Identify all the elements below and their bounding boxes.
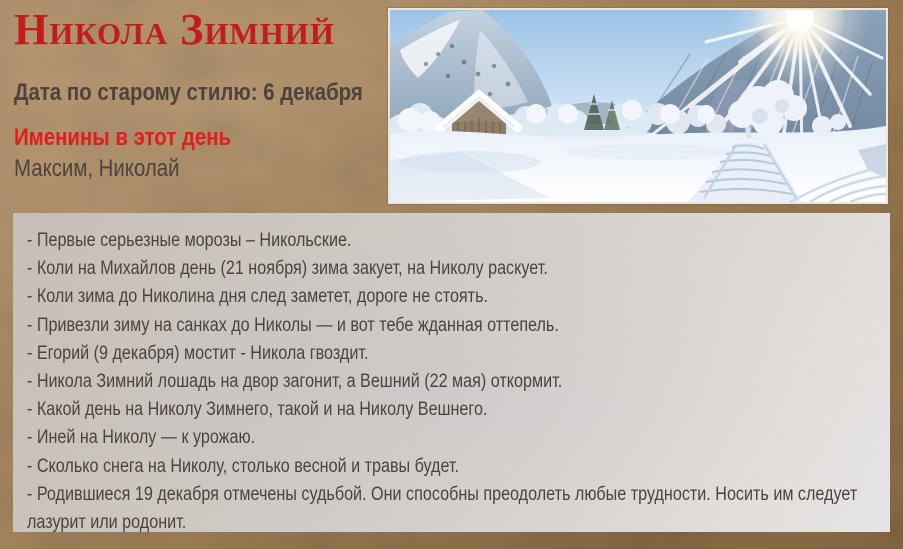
- saying-item: - Сколько снега на Николу, столько весной и травы будет.: [27, 455, 460, 477]
- saying-item: - Никола Зимний лошадь на двор загонит, а Вешний (22 мая) откормит.: [27, 371, 563, 393]
- saying-item: - Какой день на Николу Зимнего, такой и на Николу Вешнего.: [27, 399, 488, 421]
- winter-scene-illustration: [390, 10, 886, 202]
- sayings-panel: [13, 213, 890, 532]
- saying-item: - Привезли зиму на санках до Николы — и вот тебе жданная оттепель.: [27, 314, 559, 336]
- saying-item: - Коли на Михайлов день (21 ноября) зима закует, на Николу раскует.: [27, 258, 548, 280]
- snow-shadow: [400, 151, 540, 173]
- saying-item: - Егорий (9 декабря) мостит - Никола гвоздит.: [27, 342, 369, 364]
- old-style-date: Дата по старому стилю: 6 декабря: [14, 79, 363, 106]
- page-title: Никола Зимний: [14, 5, 336, 54]
- saying-item: - Родившиеся 19 декабря отмечены судьбой. Они способны преодолеть любые трудности. Носить им следует лазурит или родонит.: [27, 483, 858, 534]
- saying-item: - Первые серьезные морозы – Никольские.: [27, 230, 352, 251]
- namedays-names: Максим, Николай: [14, 155, 180, 182]
- winter-landscape-photo: [388, 8, 888, 204]
- namedays-heading: Именины в этот день: [14, 124, 232, 151]
- snow-shadow: [565, 144, 735, 160]
- saying-item: - Коли зима до Николина дня след заметет, дороге не стоять.: [27, 286, 488, 308]
- saying-item: - Иней на Николу — к урожаю.: [27, 427, 256, 449]
